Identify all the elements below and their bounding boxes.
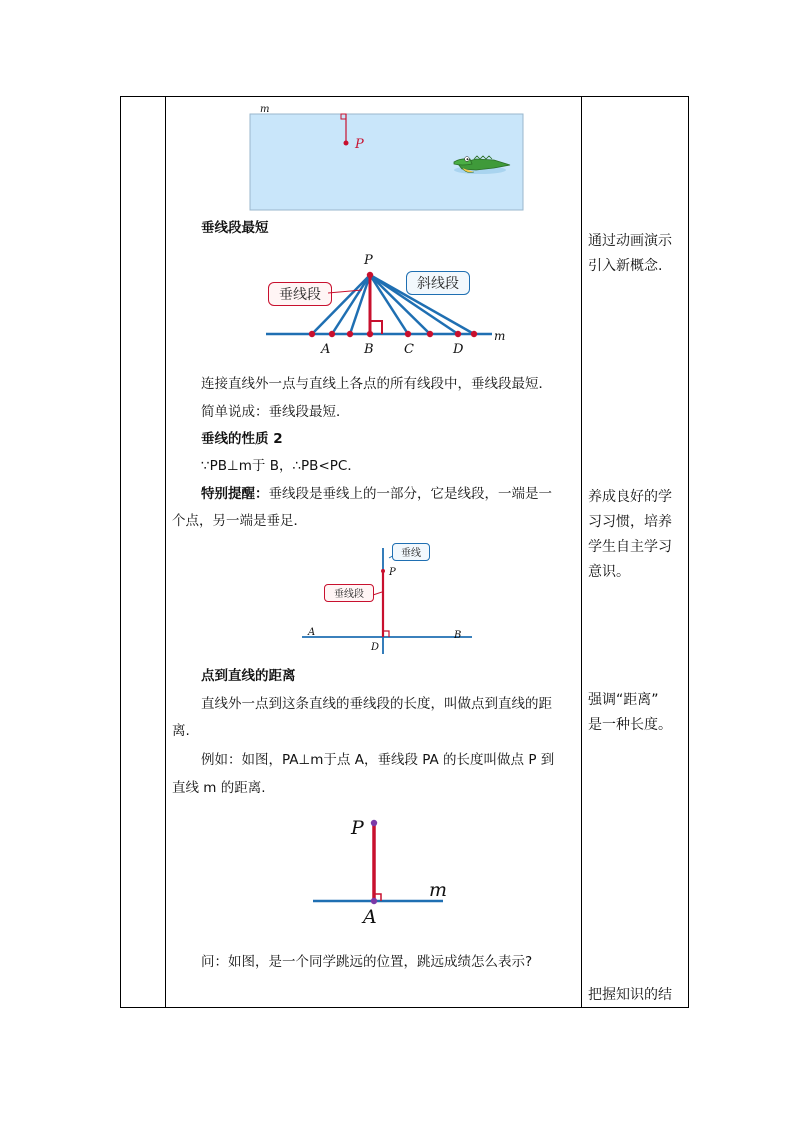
note-line: 意识。: [588, 564, 630, 580]
figure2-point-d: D: [453, 342, 464, 357]
figure2-p-label: P: [364, 253, 373, 268]
callout-perpendicular-segment-label: 垂线段: [279, 287, 321, 303]
table-col-divider-2: [581, 96, 582, 1008]
callout-oblique-segment-label: 斜线段: [417, 276, 459, 292]
point-p: [344, 141, 349, 146]
figure-point-line-distance: [305, 810, 465, 930]
figure1-m-label: m: [260, 104, 270, 115]
reminder-line-2: 个点，另一端是垂足．: [172, 513, 307, 529]
heading-shortest: 垂线段最短: [201, 220, 269, 236]
note-animation: [588, 229, 684, 279]
figure3-p-label: P: [389, 567, 396, 578]
note-line: 把握知识的结: [588, 987, 672, 1003]
figure-water-animation: [248, 102, 528, 214]
figure1-p-label: P: [355, 137, 364, 152]
table-col-divider-1: [165, 96, 166, 1008]
note-line: 引入新概念.: [588, 258, 663, 274]
figure2-m-label: m: [494, 329, 506, 343]
note-structure: [588, 983, 684, 1008]
heading-property-2: 垂线的性质 2: [201, 431, 283, 447]
note-line: 学生自主学习: [588, 539, 672, 555]
reminder-line-1: [201, 485, 552, 503]
para-simple: 简单说成：垂线段最短．: [201, 404, 350, 420]
distance-def-line-1: 直线外一点到这条直线的垂线段的长度，叫做点到直线的距: [201, 696, 552, 712]
figure2-point-b: B: [364, 342, 374, 357]
note-distance: [588, 688, 684, 738]
table-left-border: [120, 96, 121, 1008]
callout-pointer-left: [328, 288, 362, 298]
question: 问：如图，是一个同学跳远的位置，跳远成绩怎么表示?: [201, 954, 533, 970]
property-statement: ∵PB⊥m于 B，∴PB<PC．: [201, 458, 361, 474]
note-habits: [588, 485, 684, 585]
figure4-p-label: P: [351, 817, 364, 839]
callout-perpendicular-segment-small-label: 垂线段: [334, 589, 364, 600]
table-top-border: [120, 96, 689, 97]
reminder-text-1: 垂线段是垂线上的一部分，它是线段，一端是一: [268, 486, 552, 502]
note-line: 通过动画演示: [588, 233, 672, 249]
heading-distance: 点到直线的距离: [201, 668, 296, 684]
table-right-border: [688, 96, 689, 1008]
reminder-label: 特别提醒：: [201, 486, 269, 502]
figure4-a-label: A: [363, 906, 377, 928]
figure3-a-label: A: [308, 627, 316, 638]
note-line: 强调“距离”: [588, 692, 659, 708]
callout-perpendicular-line-label: 垂线: [401, 548, 421, 559]
figure4-m-label: m: [429, 879, 448, 901]
distance-def-line-2: 离.: [172, 723, 190, 739]
example-line-2: 直线 m 的距离.: [172, 780, 266, 796]
example-line-1: 例如：如图，PA⊥m于点 A，垂线段 PA 的长度叫做点 P 到: [201, 752, 555, 768]
figure2-point-c: C: [404, 342, 414, 357]
note-line: 养成良好的学: [588, 489, 672, 505]
figure2-point-a: A: [321, 342, 331, 357]
figure3-b-label: B: [454, 630, 462, 641]
note-line: 是一种长度。: [588, 717, 672, 733]
figure3-d-label: D: [371, 642, 380, 653]
note-line: 习习惯，培养: [588, 514, 672, 530]
para-connect: 连接直线外一点与直线上各点的所有线段中，垂线段最短．: [201, 376, 552, 392]
